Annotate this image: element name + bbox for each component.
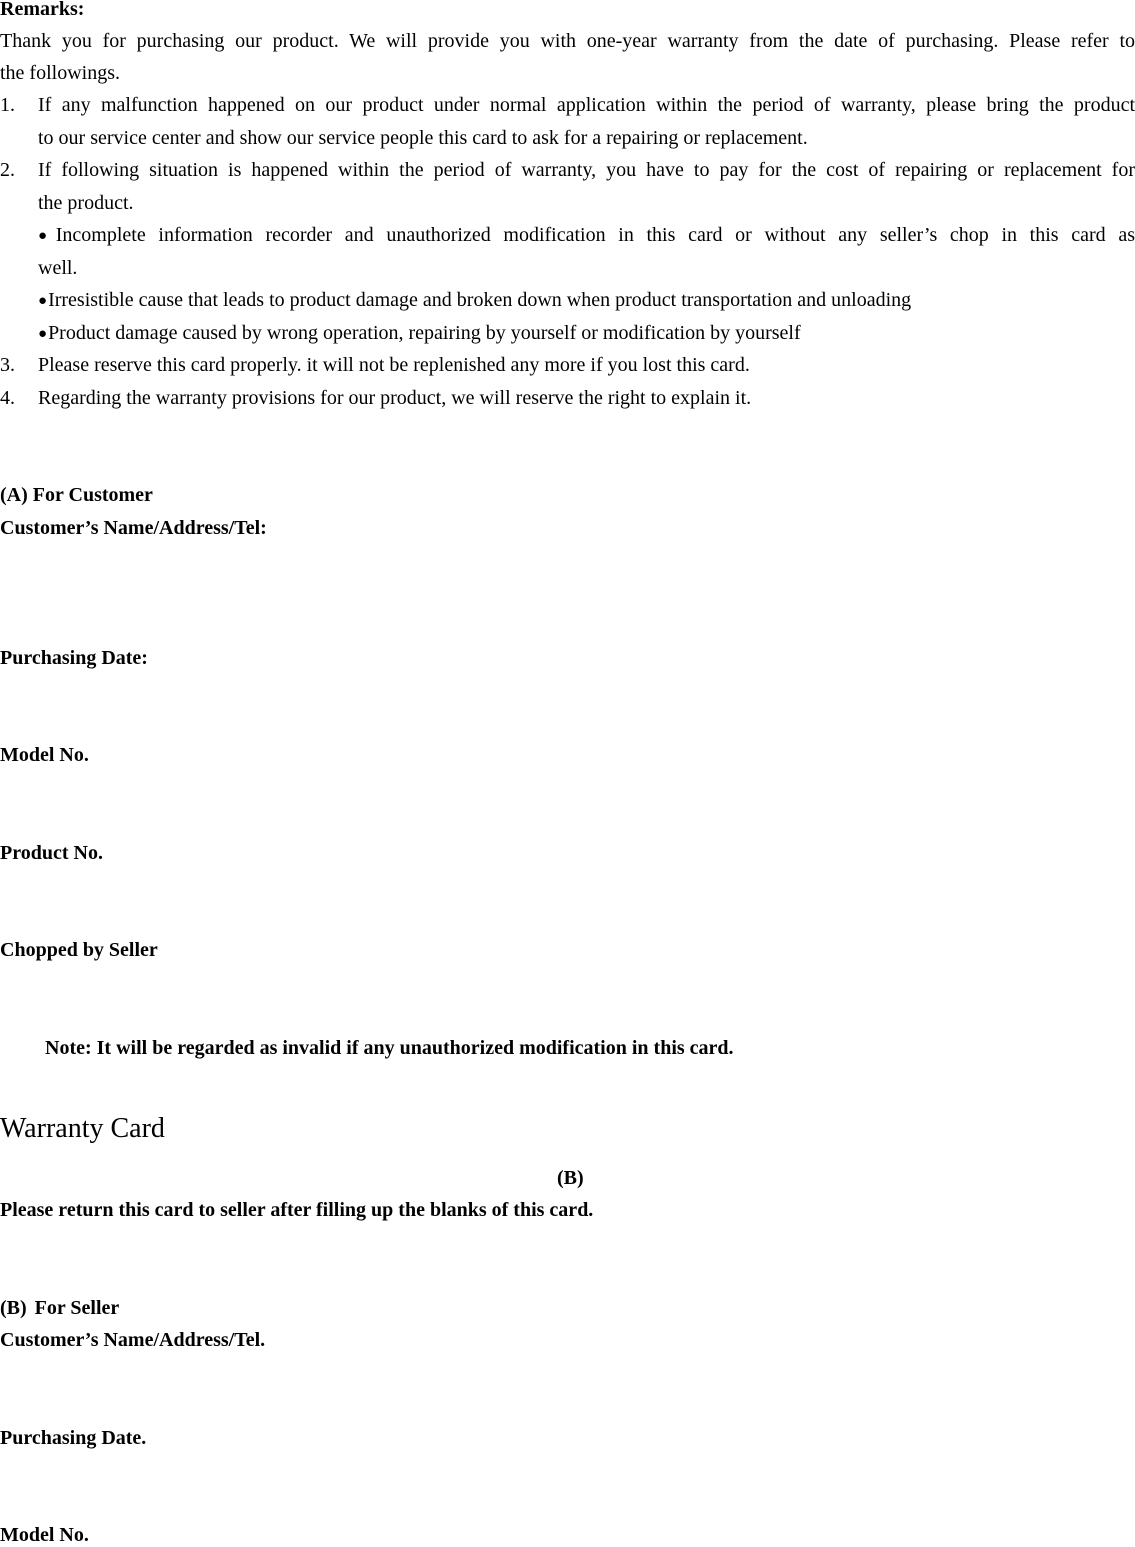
part-label: (B) bbox=[557, 1167, 584, 1189]
list-item-text: the product. bbox=[38, 192, 134, 214]
bullet-icon: ● bbox=[38, 228, 55, 244]
customer-name-label: Customer’s Name/Address/Tel: bbox=[0, 517, 267, 539]
return-instruction: Please return this card to seller after filling up the blanks of this card. bbox=[0, 1199, 594, 1221]
section-b-title: For Seller bbox=[34, 1297, 120, 1319]
list-item-number: 4. bbox=[0, 387, 15, 409]
section-b-heading bbox=[0, 1296, 1135, 1320]
bullet-text: ●Incomplete information recorder and unauthorized modification in this card or without any seller’s chop in this card as bbox=[38, 224, 1135, 246]
bullet-text: well. bbox=[38, 257, 78, 279]
list-item-number: 2. bbox=[0, 159, 15, 181]
seller-model-no-label: Model No. bbox=[0, 1524, 89, 1546]
bullet-text: Product damage caused by wrong operation, repairing by yourself or modification by yourself bbox=[48, 322, 801, 344]
remarks-heading: Remarks: bbox=[0, 0, 85, 20]
remarks-intro-line-2: the followings. bbox=[0, 62, 120, 84]
seller-purchasing-date-label: Purchasing Date. bbox=[0, 1427, 147, 1449]
list-item-text: Regarding the warranty provisions for our product, we will reserve the right to explain it. bbox=[38, 387, 752, 409]
seller-customer-name-label: Customer’s Name/Address/Tel. bbox=[0, 1329, 266, 1351]
warranty-card-title: Warranty Card bbox=[0, 1113, 165, 1144]
section-b-prefix: (B) bbox=[0, 1297, 27, 1319]
remarks-intro-line-1: Thank you for purchasing our product. We will provide you with one-year warranty from the date of purchasing. Please refer to bbox=[0, 30, 1135, 52]
list-item-text: Please reserve this card properly. it will not be replenished any more if you lost this card. bbox=[38, 354, 750, 376]
invalid-modification-note: Note: It will be regarded as invalid if any unauthorized modification in this card. bbox=[45, 1037, 734, 1059]
bullet-icon: ● bbox=[38, 293, 48, 309]
seller-chop-label: Chopped by Seller bbox=[0, 939, 158, 961]
list-item-text: If any malfunction happened on our product under normal application within the period of warranty, please bring the product bbox=[38, 94, 1135, 116]
list-item-text: If following situation is happened within the period of warranty, you have to pay for the cost of repairing or replacement for bbox=[38, 159, 1135, 181]
section-a-heading: (A) For Customer bbox=[0, 484, 153, 506]
purchasing-date-label: Purchasing Date: bbox=[0, 647, 148, 669]
model-no-label: Model No. bbox=[0, 744, 89, 766]
bullet-text: Irresistible cause that leads to product damage and broken down when product transportation and unloading bbox=[48, 289, 912, 311]
list-item-number: 3. bbox=[0, 354, 15, 376]
product-no-label: Product No. bbox=[0, 842, 103, 864]
bullet-icon: ● bbox=[38, 326, 48, 342]
list-item-number: 1. bbox=[0, 94, 15, 116]
list-item-text: to our service center and show our service people this card to ask for a repairing or replacement. bbox=[38, 127, 808, 149]
